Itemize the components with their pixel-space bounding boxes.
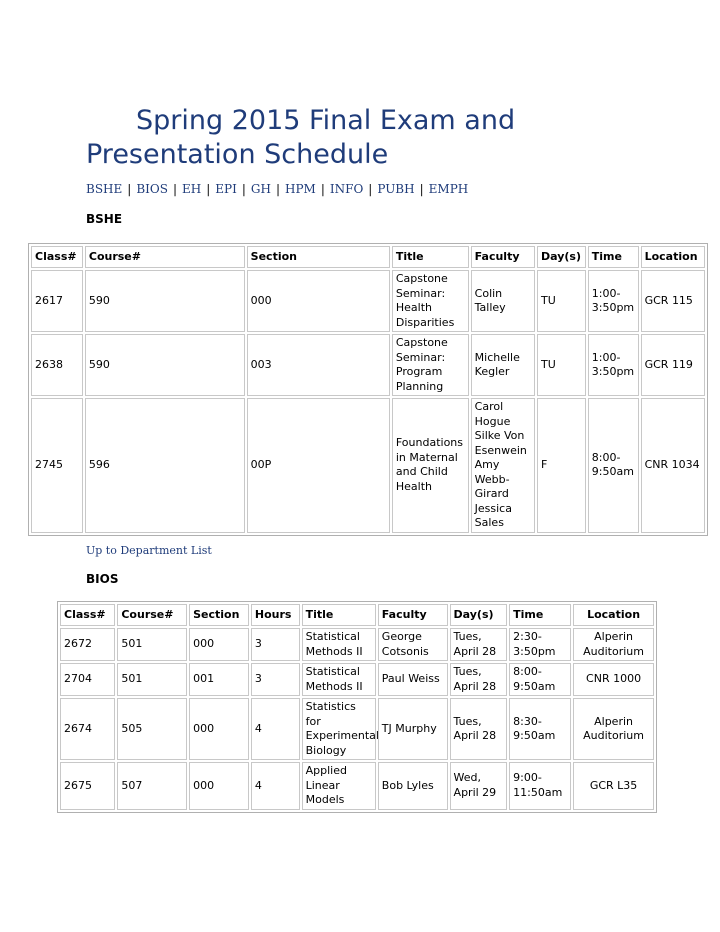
cell-title: Statistical Methods II: [302, 628, 376, 661]
column-header-hours: Hours: [251, 604, 300, 626]
column-header-location: Location: [573, 604, 654, 626]
column-header-time: Time: [509, 604, 571, 626]
cell-course: 590: [85, 334, 245, 396]
up-to-department-list-link[interactable]: Up to Department List: [86, 544, 212, 557]
dept-link-bios[interactable]: BIOS: [136, 182, 168, 196]
column-header-location: Location: [641, 246, 705, 268]
column-header-class: Class#: [60, 604, 115, 626]
cell-location: GCR 119: [641, 334, 705, 396]
cell-course: 596: [85, 398, 245, 533]
column-header-section: Section: [189, 604, 249, 626]
cell-days: TU: [537, 270, 586, 332]
table-row: [60, 698, 654, 760]
dept-link-gh[interactable]: GH: [250, 182, 271, 196]
cell-location: Alperin Auditorium: [573, 628, 654, 661]
cell-location: GCR 115: [641, 270, 705, 332]
dept-link-pubh[interactable]: PUBH: [377, 182, 415, 196]
cell-title: Capstone Seminar: Program Planning: [392, 334, 469, 396]
department-nav: [86, 182, 468, 196]
column-header-section: Section: [247, 246, 390, 268]
cell-section: 000: [247, 270, 390, 332]
cell-time: 8:00-9:50am: [588, 398, 639, 533]
nav-separator: |: [172, 182, 177, 196]
column-header-time: Time: [588, 246, 639, 268]
table-header-row: [60, 604, 654, 626]
column-header-faculty: Faculty: [378, 604, 448, 626]
cell-title: Applied Linear Models: [302, 762, 376, 810]
cell-title: Capstone Seminar: Health Disparities: [392, 270, 469, 332]
section-heading-bshe: BSHE: [86, 212, 123, 226]
nav-separator: |: [241, 182, 246, 196]
dept-link-bshe[interactable]: BSHE: [86, 182, 123, 196]
cell-class: 2745: [31, 398, 83, 533]
cell-days: Tues, April 28: [450, 698, 508, 760]
bios-schedule-table: [57, 601, 657, 813]
dept-link-eh[interactable]: EH: [181, 182, 202, 196]
table-row: [31, 270, 705, 332]
cell-course: 501: [117, 628, 187, 661]
cell-time: 1:00-3:50pm: [588, 270, 639, 332]
cell-class: 2617: [31, 270, 83, 332]
cell-section: 00P: [247, 398, 390, 533]
cell-location: Alperin Auditorium: [573, 698, 654, 760]
column-header-days: Day(s): [537, 246, 586, 268]
bshe-schedule-table: [28, 243, 708, 536]
cell-class: 2638: [31, 334, 83, 396]
cell-course: 505: [117, 698, 187, 760]
cell-faculty: TJ Murphy: [378, 698, 448, 760]
cell-days: Tues, April 28: [450, 663, 508, 696]
column-header-faculty: Faculty: [471, 246, 535, 268]
page-title: Spring 2015 Final Exam and Presentation Schedule: [86, 105, 516, 170]
cell-faculty: George Cotsonis: [378, 628, 448, 661]
nav-separator: |: [127, 182, 132, 196]
dept-link-epi[interactable]: EPI: [215, 182, 237, 196]
dept-link-emph[interactable]: EMPH: [428, 182, 469, 196]
cell-location: CNR 1000: [573, 663, 654, 696]
cell-course: 507: [117, 762, 187, 810]
column-header-course: Course#: [117, 604, 187, 626]
dept-link-hpm[interactable]: HPM: [285, 182, 316, 196]
cell-faculty: Carol Hogue Silke Von Esenwein Amy Webb-Girard Jessica Sales: [471, 398, 535, 533]
table-header-row: [31, 246, 705, 268]
cell-section: 003: [247, 334, 390, 396]
column-header-class: Class#: [31, 246, 83, 268]
table-row: [60, 663, 654, 696]
nav-separator: |: [275, 182, 280, 196]
cell-title: Statistics for Experimental Biology: [302, 698, 376, 760]
cell-class: 2704: [60, 663, 115, 696]
cell-section: 000: [189, 698, 249, 760]
cell-hours: 3: [251, 628, 300, 661]
cell-days: Wed, April 29: [450, 762, 508, 810]
cell-faculty: Michelle Kegler: [471, 334, 535, 396]
cell-title: Foundations in Maternal and Child Health: [392, 398, 469, 533]
nav-separator: |: [368, 182, 373, 196]
cell-faculty: Colin Talley: [471, 270, 535, 332]
cell-title: Statistical Methods II: [302, 663, 376, 696]
table-row: [31, 398, 705, 533]
cell-location: GCR L35: [573, 762, 654, 810]
cell-course: 501: [117, 663, 187, 696]
column-header-days: Day(s): [450, 604, 508, 626]
cell-location: CNR 1034: [641, 398, 705, 533]
column-header-title: Title: [302, 604, 376, 626]
section-heading-bios: BIOS: [86, 572, 119, 586]
cell-days: TU: [537, 334, 586, 396]
cell-course: 590: [85, 270, 245, 332]
cell-time: 9:00-11:50am: [509, 762, 571, 810]
cell-section: 000: [189, 628, 249, 661]
table-row: [31, 334, 705, 396]
cell-time: 1:00-3:50pm: [588, 334, 639, 396]
cell-class: 2674: [60, 698, 115, 760]
table-row: [60, 762, 654, 810]
cell-days: F: [537, 398, 586, 533]
cell-hours: 4: [251, 698, 300, 760]
cell-time: 8:30-9:50am: [509, 698, 571, 760]
cell-time: 8:00-9:50am: [509, 663, 571, 696]
nav-separator: |: [320, 182, 325, 196]
cell-hours: 3: [251, 663, 300, 696]
cell-time: 2:30-3:50pm: [509, 628, 571, 661]
cell-class: 2675: [60, 762, 115, 810]
column-header-course: Course#: [85, 246, 245, 268]
cell-hours: 4: [251, 762, 300, 810]
cell-section: 001: [189, 663, 249, 696]
cell-class: 2672: [60, 628, 115, 661]
nav-separator: |: [419, 182, 424, 196]
cell-faculty: Paul Weiss: [378, 663, 448, 696]
cell-faculty: Bob Lyles: [378, 762, 448, 810]
table-row: [60, 628, 654, 661]
cell-section: 000: [189, 762, 249, 810]
column-header-title: Title: [392, 246, 469, 268]
nav-separator: |: [206, 182, 211, 196]
dept-link-info[interactable]: INFO: [329, 182, 364, 196]
cell-days: Tues, April 28: [450, 628, 508, 661]
